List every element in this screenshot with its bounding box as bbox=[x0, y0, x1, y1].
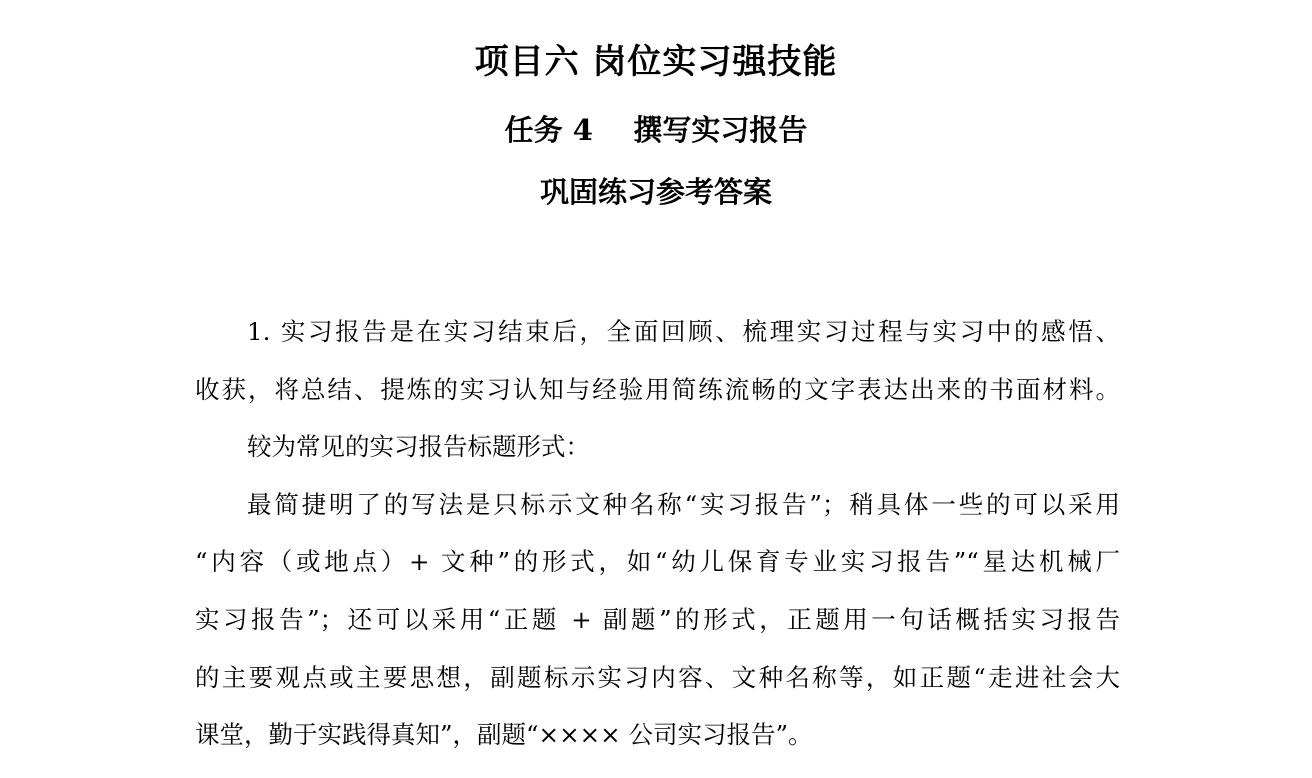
task-subtitle: 任务 4 撰写实习报告 bbox=[504, 113, 808, 147]
paragraph-line: 最简捷明了的写法是只标示文种名称“实习报告”；稍具体一些的可以采用 bbox=[247, 489, 1120, 519]
answer-body bbox=[195, 303, 1120, 764]
paragraph-line: 1. 实习报告是在实习结束后，全面回顾、梳理实习过程与实习中的感悟、 bbox=[247, 317, 1120, 346]
paragraph-line: 较为常见的实习报告标题形式： bbox=[247, 432, 590, 462]
document-title: 项目六 岗位实习强技能 bbox=[474, 42, 838, 82]
paragraph-line: 收获，将总结、提炼的实习认知与经验用简练流畅的文字表达出来的书面材料。 bbox=[195, 374, 1120, 404]
paragraph-line: 的主要观点或主要思想，副题标示实习内容、文种名称等，如正题“走进社会大 bbox=[195, 662, 1120, 692]
paragraph-line: 课堂，勤于实践得真知”，副题“×××× 公司实习报告”。 bbox=[195, 720, 813, 750]
paragraph-line: 实习报告”；还可以采用“正题 + 副题”的形式，正题用一句话概括实习报告 bbox=[195, 604, 1120, 634]
section-heading: 巩固练习参考答案 bbox=[539, 175, 772, 209]
paragraph-line: “内容（或地点）+ 文种”的形式，如“幼儿保育专业实习报告”“星达机械厂 bbox=[195, 547, 1120, 577]
